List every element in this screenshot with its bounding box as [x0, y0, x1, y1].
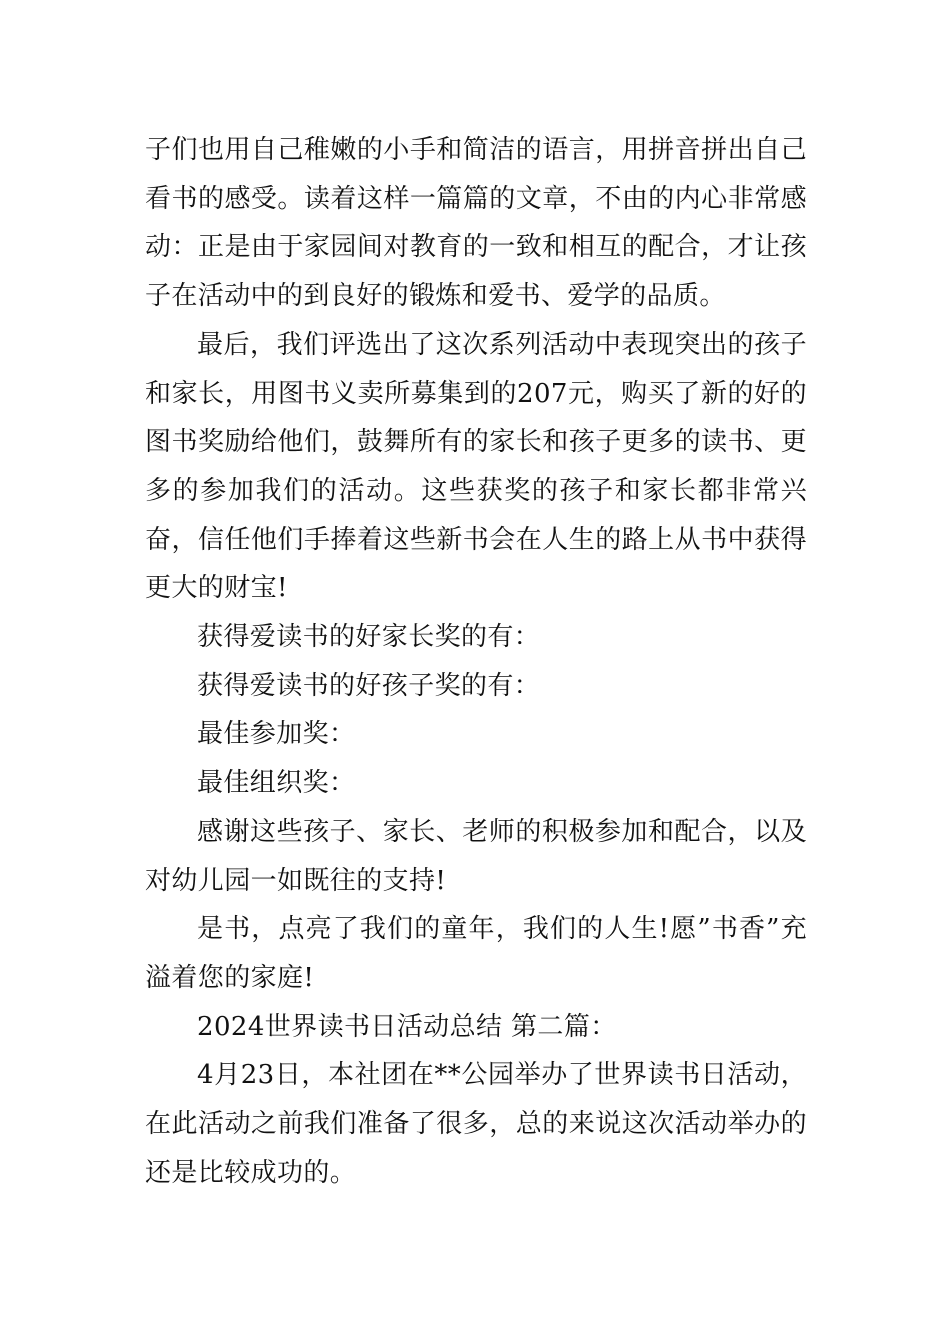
- document-body: [145, 126, 807, 1197]
- paragraph-5: 最佳参加奖：: [197, 719, 356, 750]
- paragraph-7: 感谢这些孩子、家长、老师的积极参加和配合，以及对幼儿园一如既往的支持!: [145, 816, 807, 896]
- paragraph-2: 最后，我们评选出了这次系列活动中表现突出的孩子和家长，用图书义卖所募集到的207元，购买了新的好的图书奖励给他们，鼓舞所有的家长和孩子更多的读书、更多的参加我们的活动。这些获奖的孩子和家长都非常兴奋，信任他们手捧着这些新书会在人生的路上从书中获得更大的财宝!: [145, 329, 807, 604]
- paragraph-3: 获得爱读书的好家长奖的有：: [197, 622, 541, 653]
- paragraph-10: 4月23日，本社团在**公园举办了世界读书日活动，在此活动之前我们准备了很多，总的来说这次活动举办的还是比较成功的。: [145, 1060, 807, 1188]
- paragraph-1: 子们也用自己稚嫩的小手和简洁的语言，用拼音拼出自己看书的感受。读着这样一篇篇的文章，不由的内心非常感动：正是由于家园间对教育的一致和相互的配合，才让孩子在活动中的到良好的锻炼和爱书、爱学的品质。: [145, 135, 807, 312]
- paragraph-6: 最佳组织奖：: [197, 768, 356, 799]
- paragraph-9: 2024世界读书日活动总结 第二篇：: [197, 1011, 617, 1042]
- paragraph-8: 是书，点亮了我们的童年，我们的人生!愿”书香”充溢着您的家庭!: [145, 914, 807, 993]
- paragraph-4: 获得爱读书的好孩子奖的有：: [197, 670, 541, 701]
